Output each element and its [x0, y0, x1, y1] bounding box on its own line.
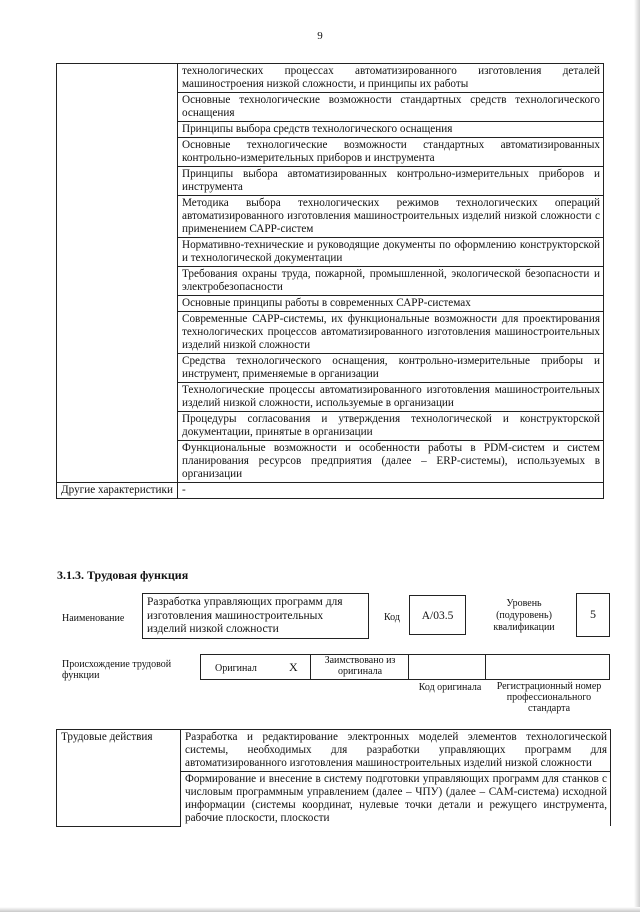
labor-action-item: Разработка и редактирование электронных моделей элементов технологической системы, необходимых для разработки управляющих программ для автоматизированного изготовления машиностроительных изделий низкой сложности — [181, 730, 611, 772]
knowledge-item: Основные технологические возможности стандартных средств технологического оснащения — [178, 93, 604, 122]
scan-edge — [634, 0, 640, 912]
knowledge-item: Основные технологические возможности стандартных автоматизированных контрольно-измерительных приборов и инструмента — [178, 138, 604, 167]
origin-divider — [310, 654, 311, 680]
section-heading: 3.1.3. Трудовая функция — [57, 568, 189, 582]
borrowed-label: Заимствовано из оригинала — [324, 655, 396, 677]
knowledge-table — [56, 63, 604, 499]
page-number: 9 — [317, 30, 323, 42]
origin-divider — [485, 654, 486, 680]
code-label: Код — [384, 612, 400, 623]
knowledge-item: Средства технологического оснащения, контрольно-измерительные приборы и инструмент, применяемые в организации — [178, 354, 604, 383]
knowledge-item: Современные САРР-системы, их функциональные возможности для проектирования технологических процессов автоматизированного изготовления машиностроительных изделий низкой сложности — [178, 312, 604, 354]
reg-number-caption: Регистрационный номер профессионального стандарта — [496, 681, 602, 714]
knowledge-item: Основные принципы работы в современных САРР-системах — [178, 296, 604, 312]
knowledge-item: Требования охраны труда, пожарной, промышленной, экологической безопасности и электробезопасности — [178, 267, 604, 296]
knowledge-item: Нормативно-технические и руководящие документы по оформлению конструкторской и технологической документации — [178, 238, 604, 267]
knowledge-item: технологических процессах автоматизированного изготовления деталей машиностроения низкой сложности, и принципы их работы — [178, 64, 604, 93]
labor-actions-table — [56, 729, 611, 827]
function-name-box: Разработка управляющих программ для изготовления машиностроительных изделий низкой сложности — [142, 593, 369, 639]
knowledge-item: Функциональные возможности и особенности работы в PDM-систем и систем планирования ресурсов предприятия (далее – ERP-системы), используемых в организации — [178, 441, 604, 483]
labor-action-item: Формирование и внесение в систему подготовки управляющих программ для станков с числовым программным управлением (далее – ЧПУ) (далее – САМ-система) исходной информации (системы координат, нулевые точки детали и режущего инструмента, рабочие плоскости, плоскости — [181, 772, 611, 827]
origin-label: Происхождение трудовой функции — [62, 659, 172, 681]
code-original-caption: Код оригинала — [418, 682, 482, 693]
origin-divider — [408, 654, 409, 680]
level-value-box: 5 — [576, 593, 610, 637]
scan-edge — [0, 907, 640, 912]
level-label: Уровень (подуровень) квалификации — [493, 598, 555, 633]
name-label: Наименование — [62, 613, 125, 624]
code-value-box: А/03.5 — [409, 595, 466, 635]
table-row — [57, 483, 604, 499]
knowledge-item: Методика выбора технологических режимов технологических операций автоматизированного изготовления машиностроительных изделий низкой сложности с применением САРР-систем — [178, 196, 604, 238]
original-mark: X — [289, 660, 298, 674]
knowledge-item: Процедуры согласования и утверждения технологической и конструкторской документации, принятые в организации — [178, 412, 604, 441]
original-label: Оригинал — [215, 663, 257, 674]
other-characteristics-label: Другие характеристики — [57, 483, 178, 499]
table-row — [57, 730, 611, 772]
knowledge-item: Принципы выбора автоматизированных контрольно-измерительных приборов и инструмента — [178, 167, 604, 196]
other-characteristics-value: - — [178, 483, 604, 499]
labor-actions-label: Трудовые действия — [57, 730, 181, 827]
knowledge-item: Технологические процессы автоматизированного изготовления машиностроительных изделий низкой сложности, используемые в организации — [178, 383, 604, 412]
knowledge-label-cell — [57, 64, 178, 483]
knowledge-item: Принципы выбора средств технологического оснащения — [178, 122, 604, 138]
table-row — [57, 64, 604, 93]
